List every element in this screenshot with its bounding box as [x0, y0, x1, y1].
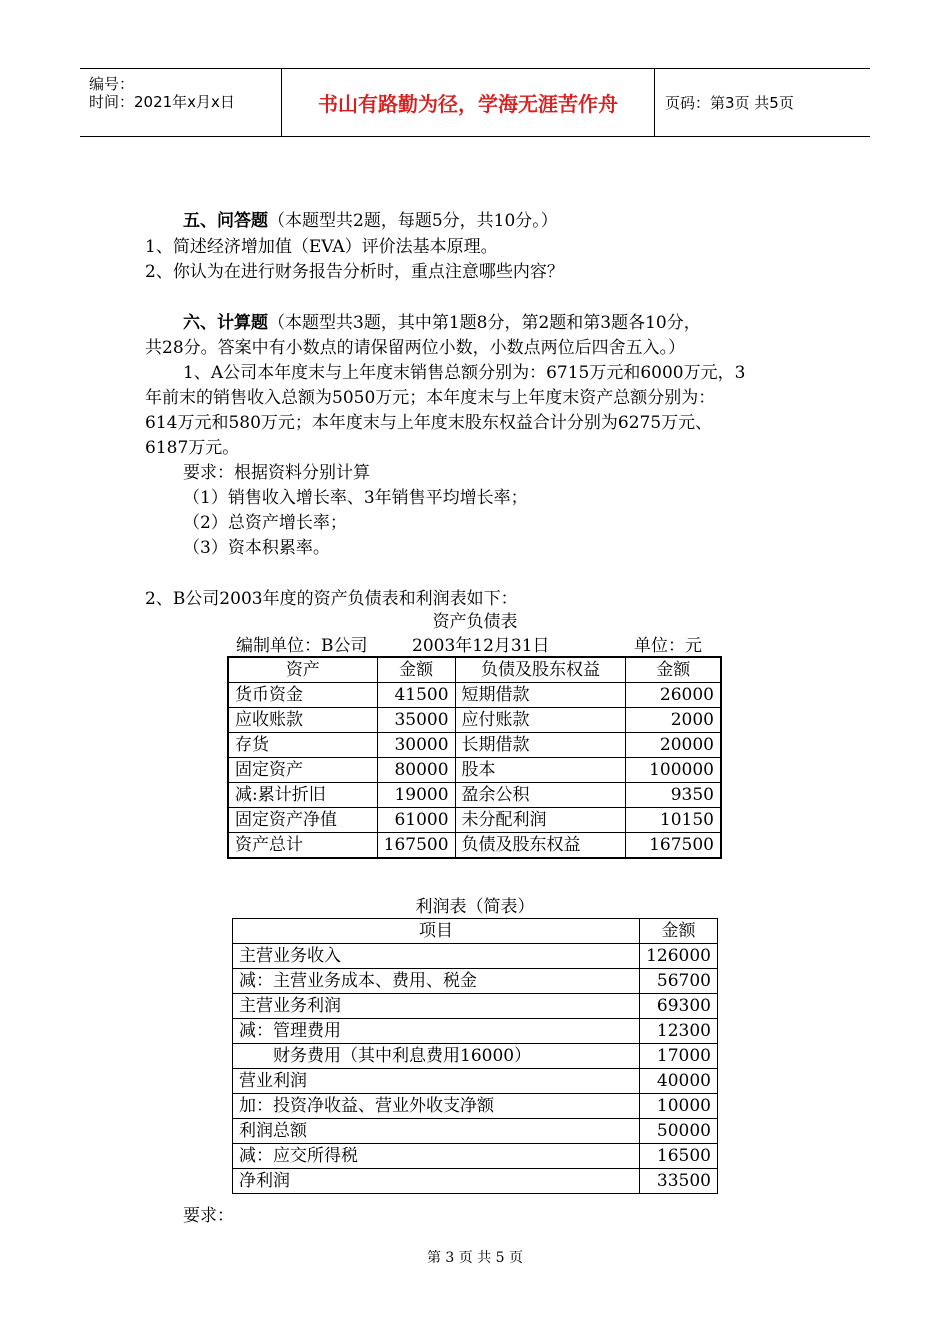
item-name: 利润总额 [233, 1119, 640, 1144]
liability-amount: 100000 [626, 758, 721, 783]
balance-sheet-currency: 单位：元 [634, 636, 702, 656]
liability-amount: 9350 [626, 783, 721, 808]
table-row [233, 1119, 718, 1144]
table-row [233, 944, 718, 969]
problem1-req1: （1）销售收入增长率、3年销售平均增长率； [183, 488, 528, 508]
item-amount: 56700 [640, 969, 718, 994]
asset-name: 货币资金 [228, 683, 377, 708]
table-header-row [228, 657, 721, 683]
table-row [228, 808, 721, 833]
item-name: 减：应交所得税 [233, 1144, 640, 1169]
header-cell: 金额 [640, 919, 718, 944]
asset-amount: 41500 [377, 683, 455, 708]
table-row [228, 758, 721, 783]
liability-name: 长期借款 [455, 733, 626, 758]
item-amount: 12300 [640, 1019, 718, 1044]
table-row [233, 1144, 718, 1169]
item-amount: 17000 [640, 1044, 718, 1069]
header-page-code: 页码：第3页 共5页 [665, 94, 794, 112]
liability-amount: 26000 [626, 683, 721, 708]
liability-name: 应付账款 [455, 708, 626, 733]
page-footer: 第 3 页 共 5 页 [426, 1250, 524, 1266]
item-amount: 16500 [640, 1144, 718, 1169]
question-2: 2、你认为在进行财务报告分析时，重点注意哪些内容？ [145, 262, 564, 282]
balance-sheet-date: 2003年12月31日 [412, 636, 550, 656]
time-label: 时间：2021年x月x日 [89, 93, 235, 111]
header-cell: 项目 [233, 919, 640, 944]
problem1-line1: 1、A公司本年度末与上年度末销售总额分别为：6715万元和6000万元，3 [183, 363, 746, 383]
asset-name: 资产总计 [228, 833, 377, 859]
item-amount: 50000 [640, 1119, 718, 1144]
header-cell: 资产 [228, 657, 377, 683]
header-motto: 书山有路勤为径，学海无涯苦作舟 [282, 69, 655, 136]
problem1-requirement: 要求：根据资料分别计算 [183, 463, 370, 483]
problem1-line4: 6187万元。 [145, 438, 240, 458]
asset-name: 固定资产净值 [228, 808, 377, 833]
liability-name: 股本 [455, 758, 626, 783]
liability-name: 负债及股东权益 [455, 833, 626, 859]
balance-sheet-title: 资产负债表 [432, 612, 518, 632]
table-row [233, 994, 718, 1019]
liability-name: 未分配利润 [455, 808, 626, 833]
question-1: 1、简述经济增加值（EVA）评价法基本原理。 [145, 237, 498, 257]
item-amount: 33500 [640, 1169, 718, 1194]
income-statement-table [232, 918, 718, 1194]
table-row [233, 1044, 718, 1069]
item-name: 主营业务收入 [233, 944, 640, 969]
liability-name: 短期借款 [455, 683, 626, 708]
header-cell: 金额 [626, 657, 721, 683]
section6-note-2: 共28分。答案中有小数点的请保留两位小数，小数点两位后四舍五入。） [145, 338, 686, 358]
table-row [233, 1094, 718, 1119]
item-name: 营业利润 [233, 1069, 640, 1094]
asset-amount: 30000 [377, 733, 455, 758]
item-name: 减：主营业务成本、费用、税金 [233, 969, 640, 994]
asset-amount: 61000 [377, 808, 455, 833]
liability-name: 盈余公积 [455, 783, 626, 808]
table-row [228, 833, 721, 859]
income-statement-title: 利润表（简表） [415, 897, 535, 917]
item-name: 财务费用（其中利息费用16000） [233, 1044, 640, 1069]
asset-amount: 167500 [377, 833, 455, 859]
asset-amount: 80000 [377, 758, 455, 783]
section5-heading [183, 210, 558, 232]
item-name: 净利润 [233, 1169, 640, 1194]
item-name: 主营业务利润 [233, 994, 640, 1019]
problem1-req3: （3）资本积累率。 [183, 538, 330, 558]
header-cell: 金额 [377, 657, 455, 683]
item-amount: 10000 [640, 1094, 718, 1119]
liability-amount: 10150 [626, 808, 721, 833]
item-name: 加：投资净收益、营业外收支净额 [233, 1094, 640, 1119]
table-row [233, 1019, 718, 1044]
asset-name: 固定资产 [228, 758, 377, 783]
problem1-line2: 年前末的销售收入总额为5050万元；本年度末与上年度末资产总额分别为： [145, 388, 716, 408]
liability-amount: 167500 [626, 833, 721, 859]
header-cell: 负债及股东权益 [455, 657, 626, 683]
liability-amount: 20000 [626, 733, 721, 758]
section5-note: （本题型共2题，每题5分，共10分。） [268, 211, 558, 231]
item-amount: 69300 [640, 994, 718, 1019]
problem2-requirement: 要求： [183, 1206, 234, 1226]
section6-note-1: （本题型共3题，其中第1题8分，第2题和第3题各10分， [268, 313, 701, 333]
section6-title: 六、计算题 [183, 313, 268, 333]
asset-amount: 19000 [377, 783, 455, 808]
asset-name: 存货 [228, 733, 377, 758]
liability-amount: 2000 [626, 708, 721, 733]
item-name: 减：管理费用 [233, 1019, 640, 1044]
asset-name: 减:累计折旧 [228, 783, 377, 808]
item-amount: 126000 [640, 944, 718, 969]
balance-sheet-unit: 编制单位：B公司 [236, 636, 368, 656]
section5-title: 五、问答题 [183, 211, 268, 231]
problem1-req2: （2）总资产增长率； [183, 513, 347, 533]
table-row [228, 683, 721, 708]
table-row [228, 783, 721, 808]
section6-heading [183, 312, 701, 334]
table-row [233, 1169, 718, 1194]
asset-amount: 35000 [377, 708, 455, 733]
table-header-row [233, 919, 718, 944]
table-row [233, 1069, 718, 1094]
table-row [233, 969, 718, 994]
problem2-intro: 2、B公司2003年度的资产负债表和利润表如下： [145, 589, 518, 609]
number-label: 编号： [89, 75, 135, 93]
asset-name: 应收账款 [228, 708, 377, 733]
page-header [80, 68, 870, 137]
table-row [228, 733, 721, 758]
table-row [228, 708, 721, 733]
header-meta [80, 69, 282, 136]
item-amount: 40000 [640, 1069, 718, 1094]
problem1-line3: 614万元和580万元；本年度末与上年度末股东权益合计分别为6275万元、 [145, 413, 713, 433]
balance-sheet-table [227, 656, 722, 859]
